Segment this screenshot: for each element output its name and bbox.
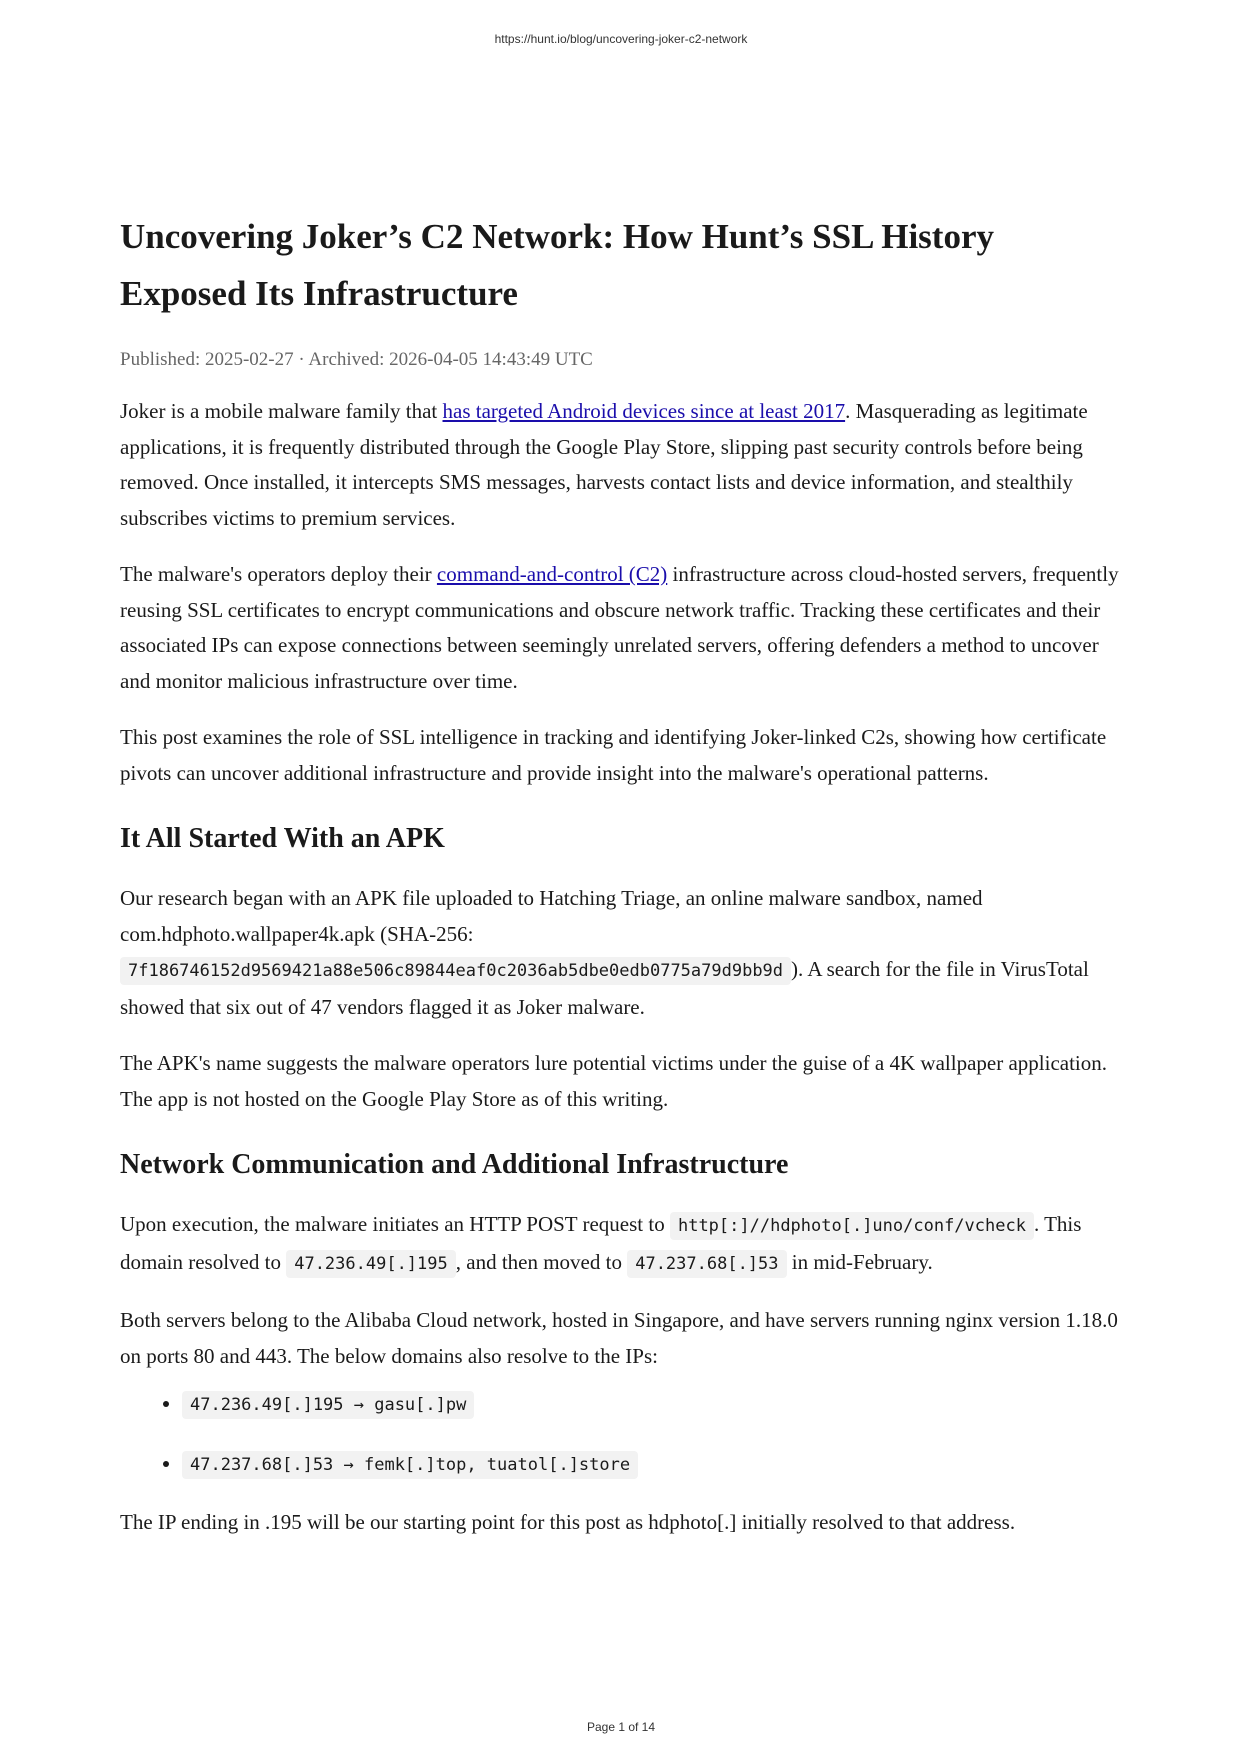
paragraph-starting-point: The IP ending in .195 will be our starting point for this post as hdphoto[.] initially resolved to that address. — [120, 1510, 1016, 1534]
text: in mid-February. — [786, 1249, 933, 1274]
domain-mapping-code: 47.236.49[.]195 → gasu[.]pw — [182, 1391, 474, 1419]
paragraph-http-post — [120, 1207, 1130, 1282]
text: Joker is a mobile malware family that — [120, 399, 443, 423]
text: . This domain resolved to — [120, 1212, 1082, 1274]
paragraph-intro — [120, 394, 1130, 536]
joker-history-link[interactable]: has targeted Android devices since at least 2017 — [442, 399, 846, 423]
publish-meta: Published: 2025-02-27 · Archived: 2026-04-05 14:43:49 UTC — [120, 349, 593, 370]
text: ). A search for the file in VirusTotal showed that six out of 47 vendors flagged it as Joker malware. — [120, 957, 1089, 1019]
heading-network: Network Communication and Additional Infrastructure — [120, 1149, 789, 1180]
ip-code-195: 47.236.49[.]195 — [286, 1250, 456, 1278]
paragraph-c2 — [120, 557, 1130, 699]
text: The malware's operators deploy their — [120, 562, 437, 586]
paragraph-apk — [120, 881, 1130, 1025]
text: , and then moved to — [455, 1249, 628, 1274]
paragraph-alibaba: Both servers belong to the Alibaba Cloud network, hosted in Singapore, and have servers running nginx version 1.18.0 on ports 80 and 443. The below domains also resolve to the IPs: — [120, 1308, 1118, 1368]
c2-url-code: http[:]//hdphoto[.]uno/conf/vcheck — [670, 1212, 1034, 1240]
heading-apk: It All Started With an APK — [120, 823, 445, 854]
text: infrastructure across cloud-hosted servers, frequently reusing SSL certificates to encrypt communications and obscure network traffic. Tracking these certificates and their associated IPs can expose connections between seemingly unrelated servers, offering defenders a method to uncover and monitor malicious infrastructure over time. — [120, 562, 1119, 693]
article-title-line-1: Uncovering Joker’s C2 Network: How Hunt’s SSL History — [120, 217, 994, 256]
domain-mapping-code: 47.237.68[.]53 → femk[.]top, tuatol[.]store — [182, 1451, 638, 1479]
text: Our research began with an APK file uploaded to Hatching Triage, an online malware sandbox, named com.hdphoto.wallpaper4k.apk (SHA-256: — [120, 886, 983, 946]
paragraph-apk-name: The APK's name suggests the malware operators lure potential victims under the guise of a 4K wallpaper application. The app is not hosted on the Google Play Store as of this writing. — [120, 1051, 1108, 1111]
text: Upon execution, the malware initiates an HTTP POST request to — [120, 1212, 670, 1236]
article — [120, 208, 1130, 1541]
c2-link[interactable]: command-and-control (C2) — [436, 562, 668, 586]
article-title-line-2: Exposed Its Infrastructure — [120, 274, 518, 313]
article-title — [120, 208, 1130, 322]
text: . Masquerading as legitimate applications, it is frequently distributed through the Google Play Store, slipping past security controls before being removed. Once installed, it intercepts SMS messages, harvests contact lists and device information, and stealthily subscribes victims to premium services. — [120, 399, 1088, 530]
domain-list — [120, 1386, 1130, 1483]
page-url-header: https://hunt.io/blog/uncovering-joker-c2-network — [494, 32, 748, 46]
paragraph-ssl: This post examines the role of SSL intelligence in tracking and identifying Joker-linked C2s, showing how certificate pivots can uncover additional infrastructure and provide insight into the malware's operational patterns. — [120, 725, 1107, 785]
ip-code-53: 47.237.68[.]53 — [627, 1250, 786, 1278]
sha256-hash-code: 7f186746152d9569421a88e506c89844eaf0c2036ab5dbe0edb0775a79d9bb9d — [120, 957, 791, 985]
list-item — [182, 1386, 1130, 1424]
list-item — [182, 1446, 1130, 1484]
page-number: Page 1 of 14 — [586, 1720, 656, 1734]
